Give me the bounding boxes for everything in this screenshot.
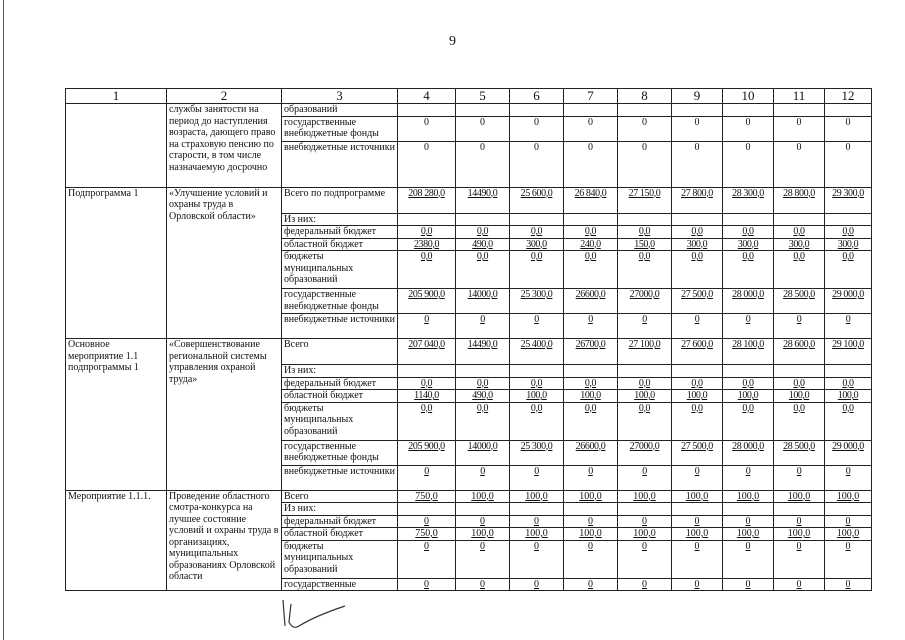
event-description: службы занятости на период до наступления возраста, дающего право на страховую пенсию по старости, в том числе назначаемую досрочно (167, 104, 282, 188)
value-cell: 0 (672, 578, 723, 591)
value-cell: 26600,0 (564, 289, 618, 314)
program-description: «Совершенствование региональной системы управления охраной труда» (167, 339, 282, 491)
value-cell: 100,0 (564, 490, 618, 503)
budget-table (65, 88, 872, 591)
value-cell (723, 213, 774, 226)
value-cell (774, 104, 825, 117)
program-description: Проведение областного смотра-конкурса на лучшее состояние условий и охраны труда в организациях, муниципальных образованиях Орловской области (167, 490, 282, 591)
value-cell (510, 365, 564, 378)
value-cell (672, 503, 723, 516)
funding-source-label: государственные внебюджетные фонды (282, 116, 398, 141)
value-cell: 100,0 (723, 528, 774, 541)
value-cell: 27 100,0 (618, 339, 672, 365)
value-cell (510, 104, 564, 117)
value-cell: 25 300,0 (510, 440, 564, 465)
value-cell: 0 (774, 515, 825, 528)
value-cell: 0 (774, 465, 825, 490)
value-cell: 300,0 (774, 238, 825, 251)
value-cell (774, 365, 825, 378)
value-cell: 14490,0 (456, 339, 510, 365)
value-cell: 26700,0 (564, 339, 618, 365)
value-cell: 0 (398, 141, 456, 187)
value-cell: 2380,0 (398, 238, 456, 251)
value-cell (825, 365, 872, 378)
value-cell (672, 213, 723, 226)
value-cell (456, 213, 510, 226)
value-cell: 100,0 (510, 490, 564, 503)
value-cell (618, 213, 672, 226)
value-cell (564, 503, 618, 516)
value-cell: 0 (618, 540, 672, 578)
value-cell: 25 400,0 (510, 339, 564, 365)
value-cell: 0 (456, 540, 510, 578)
value-cell: 0 (456, 141, 510, 187)
column-header: 6 (510, 89, 564, 104)
value-cell: 0,0 (398, 377, 456, 390)
value-cell: 0,0 (672, 377, 723, 390)
column-header: 2 (167, 89, 282, 104)
column-header: 1 (66, 89, 167, 104)
funding-source-label: Из них: (282, 365, 398, 378)
funding-source-label: государственные (282, 578, 398, 591)
value-cell (456, 503, 510, 516)
value-cell: 100,0 (723, 490, 774, 503)
column-header: 7 (564, 89, 618, 104)
value-cell: 0 (398, 515, 456, 528)
program-name: Мероприятие 1.1.1. (66, 490, 167, 591)
value-cell: 0,0 (723, 377, 774, 390)
value-cell: 100,0 (456, 528, 510, 541)
value-cell: 0 (723, 116, 774, 141)
value-cell: 100,0 (510, 390, 564, 403)
value-cell: 25 300,0 (510, 289, 564, 314)
value-cell: 0 (825, 314, 872, 339)
value-cell: 0 (618, 314, 672, 339)
value-cell: 100,0 (825, 528, 872, 541)
value-cell (510, 503, 564, 516)
value-cell: 0,0 (456, 251, 510, 289)
value-cell: 100,0 (564, 390, 618, 403)
funding-source-label: государственные внебюджетные фонды (282, 289, 398, 314)
value-cell: 28 500,0 (774, 440, 825, 465)
value-cell: 28 500,0 (774, 289, 825, 314)
page-number: 9 (449, 34, 456, 49)
value-cell: 0 (564, 515, 618, 528)
value-cell: 28 800,0 (774, 187, 825, 213)
funding-source-label: Из них: (282, 213, 398, 226)
value-cell: 25 600,0 (510, 187, 564, 213)
value-cell: 27000,0 (618, 289, 672, 314)
value-cell: 0,0 (618, 251, 672, 289)
value-cell: 0,0 (398, 251, 456, 289)
value-cell: 27 500,0 (672, 289, 723, 314)
value-cell (825, 104, 872, 117)
value-cell: 27 800,0 (672, 187, 723, 213)
value-cell: 0,0 (510, 251, 564, 289)
value-cell: 205 900,0 (398, 440, 456, 465)
value-cell: 28 300,0 (723, 187, 774, 213)
value-cell: 0 (825, 141, 872, 187)
program-name: Основное мероприятие 1.1 подпрограммы 1 (66, 339, 167, 491)
cell-col1 (66, 104, 167, 188)
value-cell: 0,0 (564, 377, 618, 390)
value-cell: 100,0 (723, 390, 774, 403)
value-cell (825, 503, 872, 516)
signature-mark (275, 596, 355, 636)
value-cell: 0,0 (672, 402, 723, 440)
value-cell: 0 (774, 578, 825, 591)
value-cell: 0,0 (510, 402, 564, 440)
column-header: 3 (282, 89, 398, 104)
value-cell: 0,0 (774, 226, 825, 239)
value-cell: 490,0 (456, 238, 510, 251)
value-cell: 0,0 (456, 402, 510, 440)
column-header: 5 (456, 89, 510, 104)
value-cell: 0 (825, 515, 872, 528)
value-cell: 14000,0 (456, 289, 510, 314)
value-cell: 0,0 (774, 402, 825, 440)
value-cell: 0 (672, 141, 723, 187)
value-cell: 0,0 (510, 226, 564, 239)
value-cell: 300,0 (825, 238, 872, 251)
value-cell: 100,0 (672, 528, 723, 541)
value-cell: 0,0 (825, 251, 872, 289)
value-cell: 100,0 (618, 490, 672, 503)
value-cell: 0 (672, 465, 723, 490)
value-cell: 0 (398, 116, 456, 141)
value-cell: 27 600,0 (672, 339, 723, 365)
value-cell: 0 (510, 314, 564, 339)
value-cell: 490,0 (456, 390, 510, 403)
value-cell (398, 213, 456, 226)
value-cell: 0 (456, 465, 510, 490)
value-cell: 0 (618, 515, 672, 528)
value-cell: 27 150,0 (618, 187, 672, 213)
funding-source-label: областной бюджет (282, 390, 398, 403)
value-cell: 0,0 (825, 377, 872, 390)
value-cell (398, 365, 456, 378)
funding-source-label: федеральный бюджет (282, 515, 398, 528)
funding-source-label: областной бюджет (282, 528, 398, 541)
value-cell: 100,0 (618, 528, 672, 541)
value-cell: 0 (564, 465, 618, 490)
value-cell: 0,0 (618, 402, 672, 440)
value-cell: 0,0 (456, 377, 510, 390)
value-cell: 28 000,0 (723, 440, 774, 465)
value-cell (723, 104, 774, 117)
value-cell: 26600,0 (564, 440, 618, 465)
value-cell (672, 365, 723, 378)
value-cell: 100,0 (564, 528, 618, 541)
funding-source-label: внебюджетные источники (282, 314, 398, 339)
value-cell: 29 000,0 (825, 440, 872, 465)
value-cell: 14490,0 (456, 187, 510, 213)
funding-source-label: государственные внебюджетные фонды (282, 440, 398, 465)
value-cell: 0 (723, 515, 774, 528)
value-cell: 0 (398, 578, 456, 591)
value-cell: 0 (672, 116, 723, 141)
value-cell (774, 503, 825, 516)
value-cell: 100,0 (510, 528, 564, 541)
value-cell (723, 503, 774, 516)
value-cell: 0,0 (564, 251, 618, 289)
value-cell: 300,0 (672, 238, 723, 251)
value-cell: 0,0 (774, 251, 825, 289)
funding-source-label: федеральный бюджет (282, 226, 398, 239)
value-cell: 0 (564, 116, 618, 141)
value-cell: 0 (398, 465, 456, 490)
value-cell: 0 (564, 314, 618, 339)
value-cell: 100,0 (825, 390, 872, 403)
table-row (66, 104, 872, 117)
funding-source-label: Из них: (282, 503, 398, 516)
column-header: 10 (723, 89, 774, 104)
value-cell: 0,0 (618, 226, 672, 239)
value-cell: 0,0 (398, 402, 456, 440)
value-cell: 100,0 (774, 490, 825, 503)
value-cell: 26 840,0 (564, 187, 618, 213)
value-cell: 0 (723, 141, 774, 187)
value-cell: 0 (564, 540, 618, 578)
value-cell (774, 213, 825, 226)
value-cell: 0,0 (723, 251, 774, 289)
value-cell: 0 (618, 465, 672, 490)
value-cell: 0 (672, 515, 723, 528)
value-cell: 0,0 (774, 377, 825, 390)
value-cell: 0 (456, 314, 510, 339)
value-cell: 750,0 (398, 490, 456, 503)
value-cell: 28 100,0 (723, 339, 774, 365)
value-cell: 0 (774, 141, 825, 187)
column-header: 12 (825, 89, 872, 104)
value-cell: 300,0 (723, 238, 774, 251)
value-cell: 0 (510, 116, 564, 141)
value-cell: 0,0 (672, 226, 723, 239)
table-row (66, 187, 872, 213)
value-cell: 0 (774, 116, 825, 141)
value-cell: 27000,0 (618, 440, 672, 465)
column-header: 4 (398, 89, 456, 104)
value-cell: 0 (672, 540, 723, 578)
value-cell: 0 (825, 465, 872, 490)
value-cell: 0 (510, 540, 564, 578)
funding-source-label: образований (282, 104, 398, 117)
program-description: «Улучшение условий и охраны труда в Орловской области» (167, 187, 282, 339)
value-cell: 0,0 (825, 402, 872, 440)
funding-source-label: Всего (282, 339, 398, 365)
column-header: 9 (672, 89, 723, 104)
value-cell: 0,0 (723, 226, 774, 239)
value-cell: 0,0 (456, 226, 510, 239)
value-cell (456, 365, 510, 378)
value-cell (398, 503, 456, 516)
value-cell: 0,0 (723, 402, 774, 440)
table-row (66, 490, 872, 503)
value-cell: 0 (723, 578, 774, 591)
value-cell: 100,0 (672, 490, 723, 503)
funding-source-label: областной бюджет (282, 238, 398, 251)
value-cell: 1140,0 (398, 390, 456, 403)
value-cell: 0 (672, 314, 723, 339)
program-name: Подпрограмма 1 (66, 187, 167, 339)
value-cell: 0 (618, 116, 672, 141)
value-cell: 150,0 (618, 238, 672, 251)
funding-source-label: бюджеты муниципальных образований (282, 402, 398, 440)
value-cell (564, 365, 618, 378)
value-cell (618, 503, 672, 516)
value-cell (618, 365, 672, 378)
value-cell: 0,0 (618, 377, 672, 390)
value-cell: 29 000,0 (825, 289, 872, 314)
value-cell: 0 (723, 465, 774, 490)
value-cell: 0 (825, 116, 872, 141)
value-cell: 0 (456, 116, 510, 141)
value-cell: 0 (510, 578, 564, 591)
value-cell (456, 104, 510, 117)
value-cell: 240,0 (564, 238, 618, 251)
value-cell (398, 104, 456, 117)
value-cell: 27 500,0 (672, 440, 723, 465)
funding-source-label: бюджеты муниципальных образований (282, 251, 398, 289)
value-cell: 0 (825, 578, 872, 591)
page-left-border (3, 0, 4, 640)
value-cell: 0,0 (825, 226, 872, 239)
value-cell: 0,0 (398, 226, 456, 239)
funding-source-label: Всего (282, 490, 398, 503)
value-cell: 100,0 (672, 390, 723, 403)
value-cell: 0 (456, 578, 510, 591)
value-cell: 29 100,0 (825, 339, 872, 365)
value-cell: 28 600,0 (774, 339, 825, 365)
header-row (66, 89, 872, 104)
funding-source-label: Всего по подпрограмме (282, 187, 398, 213)
value-cell: 0 (774, 314, 825, 339)
value-cell (510, 213, 564, 226)
funding-source-label: внебюджетные источники (282, 141, 398, 187)
value-cell: 100,0 (774, 390, 825, 403)
value-cell: 0 (510, 465, 564, 490)
value-cell: 0 (774, 540, 825, 578)
value-cell: 0 (564, 578, 618, 591)
value-cell: 29 300,0 (825, 187, 872, 213)
value-cell: 100,0 (618, 390, 672, 403)
value-cell: 0 (825, 540, 872, 578)
value-cell: 100,0 (825, 490, 872, 503)
value-cell (672, 104, 723, 117)
value-cell: 208 280,0 (398, 187, 456, 213)
value-cell (618, 104, 672, 117)
value-cell: 0 (510, 141, 564, 187)
column-header: 11 (774, 89, 825, 104)
value-cell: 0,0 (564, 402, 618, 440)
funding-source-label: федеральный бюджет (282, 377, 398, 390)
value-cell: 750,0 (398, 528, 456, 541)
value-cell: 0 (723, 314, 774, 339)
value-cell: 14000,0 (456, 440, 510, 465)
value-cell: 0 (618, 141, 672, 187)
value-cell: 0 (398, 314, 456, 339)
value-cell: 0,0 (510, 377, 564, 390)
value-cell (723, 365, 774, 378)
value-cell: 0 (510, 515, 564, 528)
value-cell: 100,0 (774, 528, 825, 541)
value-cell: 0,0 (564, 226, 618, 239)
value-cell (825, 213, 872, 226)
value-cell: 0 (398, 540, 456, 578)
table-row (66, 339, 872, 365)
value-cell (564, 213, 618, 226)
value-cell (564, 104, 618, 117)
value-cell: 207 040,0 (398, 339, 456, 365)
value-cell: 0 (564, 141, 618, 187)
value-cell: 28 000,0 (723, 289, 774, 314)
value-cell: 300,0 (510, 238, 564, 251)
funding-source-label: внебюджетные источники (282, 465, 398, 490)
value-cell: 0 (456, 515, 510, 528)
column-header: 8 (618, 89, 672, 104)
value-cell: 0 (618, 578, 672, 591)
value-cell: 100,0 (456, 490, 510, 503)
value-cell: 205 900,0 (398, 289, 456, 314)
value-cell: 0 (723, 540, 774, 578)
funding-source-label: бюджеты муниципальных образований (282, 540, 398, 578)
value-cell: 0,0 (672, 251, 723, 289)
